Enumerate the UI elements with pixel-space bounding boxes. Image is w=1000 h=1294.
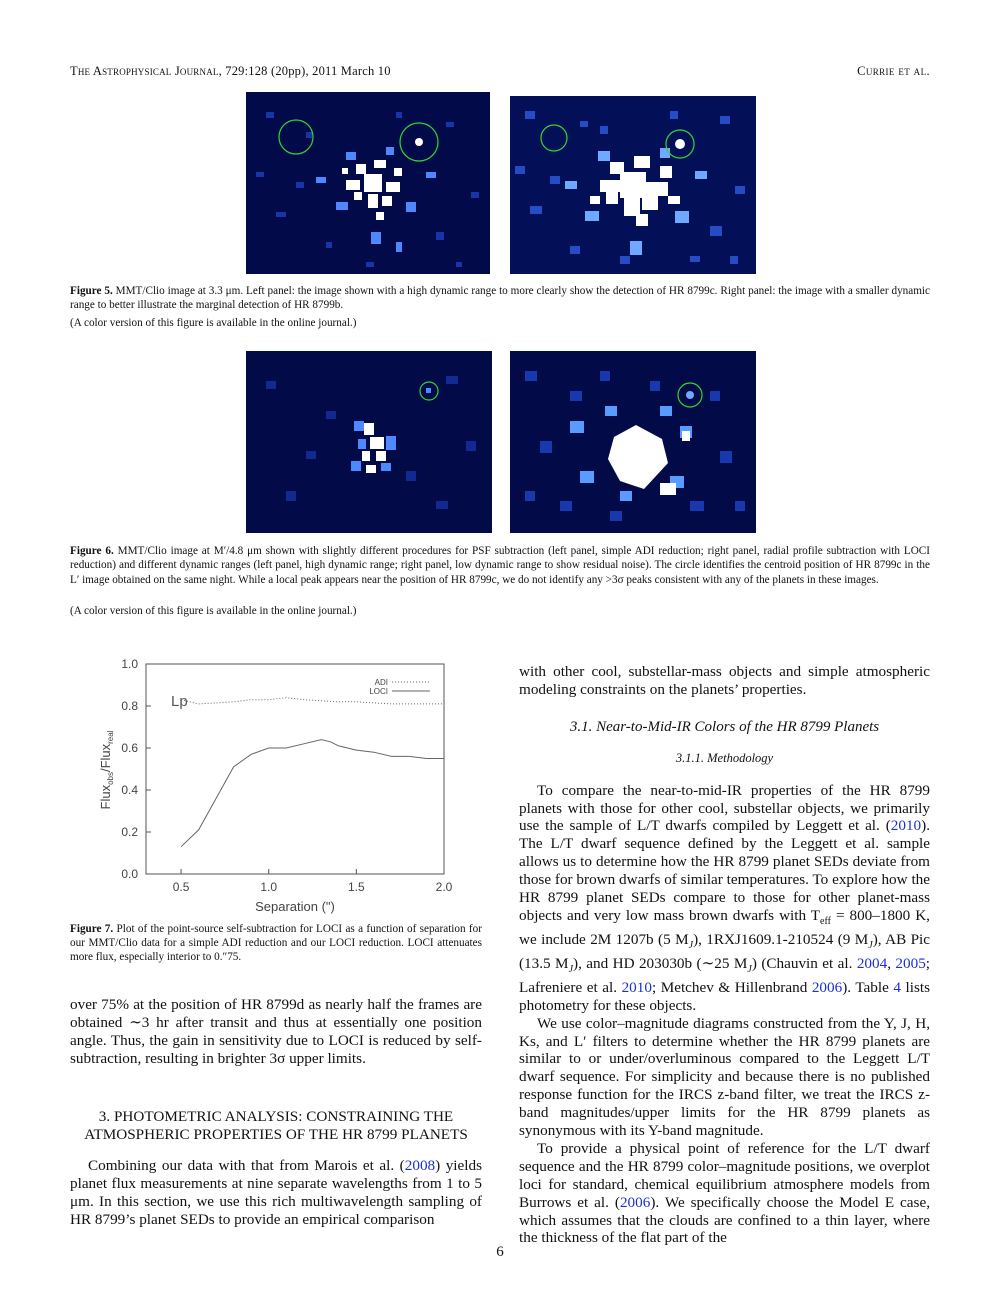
citation-link[interactable]: 2004 xyxy=(856,954,888,972)
figure7-chart xyxy=(70,655,490,915)
x-axis-ticks xyxy=(173,869,453,894)
citation-link[interactable]: 2006 xyxy=(811,978,843,996)
lp-annotation: Lp xyxy=(171,693,188,710)
legend-label-loci: LOCI xyxy=(369,687,388,696)
y-axis-label xyxy=(98,730,115,809)
figure6-left-panel xyxy=(246,351,492,533)
running-header-journal: The Astrophysical Journal, 729:128 (20pp), 2011 March 10 xyxy=(70,64,391,78)
y-tick-label: 0.2 xyxy=(121,825,138,839)
citation-link[interactable]: 2005 xyxy=(895,954,926,972)
x-tick-label: 1.0 xyxy=(260,880,278,894)
x-axis-label: Separation (") xyxy=(255,899,335,914)
subsection-3-1-heading: 3.1. Near-to-Mid-IR Colors of the HR 8799 Planets xyxy=(569,718,880,735)
figure5-right-image xyxy=(510,96,756,274)
subsubsection-3-1-1-heading: 3.1.1. Methodology xyxy=(675,750,774,765)
table-link[interactable]: 4 xyxy=(893,978,901,996)
figure6-right-image xyxy=(510,351,756,533)
y-axis-ticks xyxy=(121,657,151,881)
x-tick-label: 0.5 xyxy=(172,880,190,894)
left-paragraph-continued: over 75% at the position of HR 8799d as nearly half the frames are obtained ∼3 hr after transit and thus at essentially one position angle. Thus, the gain in sensitivity due to LOCI is reduced by self-subtraction, resulting in brighter 3σ upper limits. xyxy=(70,996,482,1067)
series-line-adi xyxy=(181,698,444,704)
figure6-caption: Figure 6. MMT/Clio image at M′/4.8 μm shown with slightly different procedures for PSF subtraction (left panel, simple ADI reduction; right panel, radial profile subtraction with LOCI reduction) and different dynamic ranges (left panel, high dynamic range; right panel, low dynamic range to show residual noise). The circle identifies the centroid position of HR 8799c in the L′ image obtained on the same night. While a local peak appears near the position of HR 8799c, we do not identify any >3σ peaks consistent with any of the planets in these images. xyxy=(70,545,930,586)
figure7-plot xyxy=(70,655,490,915)
x-tick-label: 1.5 xyxy=(348,880,365,894)
y-tick-label: 0.4 xyxy=(121,783,138,797)
right-paragraph-continued: with other cool, substellar-mass objects and simple atmospheric modeling constraints on the planets’ properties. xyxy=(519,663,930,698)
y-tick-label: 0.6 xyxy=(121,741,138,755)
page-number: 6 xyxy=(496,1244,504,1260)
legend xyxy=(369,678,430,696)
figure6-right-panel xyxy=(510,351,756,533)
series-line-loci xyxy=(181,740,444,847)
figure6-online-note: (A color version of this figure is available in the online journal.) xyxy=(70,605,357,617)
figure5-caption: Figure 5. MMT/Clio image at 3.3 μm. Left panel: the image shown with a high dynamic range to more clearly show the detection of HR 8799c. Right panel: the image with a smaller dynamic range to better illustrate the marginal detection of HR 8799b. xyxy=(70,285,930,312)
figure7-caption: Figure 7. Plot of the point-source self-subtraction for LOCI as a function of separation for our MMT/Clio data for a simple ADI reduction and our LOCI reduction. LOCI attenuates more flux, especially interior to 0.″75. xyxy=(70,923,482,963)
x-tick-label: 2.0 xyxy=(435,880,453,894)
y-tick-label: 0.0 xyxy=(121,867,138,881)
section-3-heading: 3. PHOTOMETRIC ANALYSIS: CONSTRAINING THE ATMOSPHERIC PROPERTIES OF THE HR 8799 PLANETS xyxy=(84,1108,468,1143)
series-group xyxy=(181,698,444,847)
citation-link[interactable]: 2008 xyxy=(404,1157,436,1174)
section-3-intro: Combining our data with that from Marois et al. (2008) yields planet flux measurements at nine separate wavelengths from 1 to 5 μm. In this section, we use this rich multiwavelength sampling of HR 8799’s planet SEDs to provide an empirical comparison xyxy=(70,1157,482,1228)
plot-frame xyxy=(146,664,444,874)
methodology-paragraph-1: To compare the near-to-mid-IR properties of the HR 8799 planets with those for other cool, substellar objects, we primarily use the sample of L/T dwarfs compiled by Leggett et al. (2010). The L/T dwarf sequence defined by the Leggett et al. sample allows us to determine how the HR 8799 planet SEDs deviate from those for brown dwarfs of similar temperatures. To explore how the HR 8799 planet SEDs compare to those for other planet-mass objects and very low mass brown dwarfs with $T_{eff} = 800-1800$ K, we include 2M 1207b (5 $M_J$), 1RXJ1609.1-210524 (9 $M_J$), AB Pic (13.5 $M_J$), and HD 203030b (∼25 $M_J$) (Chauvin et al. 2004, 2005; Lafreniere et al. 2010; Metchev & Hillenbrand 2006). Table 4 lists photometry for these objects. xyxy=(519,781,931,1014)
figure5-left-image xyxy=(246,92,490,274)
right-column xyxy=(519,663,930,1247)
methodology-paragraph-3: To provide a physical point of reference for the L/T dwarf sequence and the HR 8799 color–magnitude positions, we overplot loci for standard, chemical equilibrium atmosphere models from Burrows et al. (2006). We specifically choose the Model E case, which assumes that the clouds are confined to a thin layer, where the thickness of the flat part of the xyxy=(519,1139,930,1247)
figure5-online-note: (A color version of this figure is available in the online journal.) xyxy=(70,317,357,329)
figure5-right-panel xyxy=(510,96,756,274)
svg-text:Fluxobs/Fluxreal: Flux$_{obs}$/Flux$_{real}$ xyxy=(98,730,115,810)
citation-link[interactable]: 2010 xyxy=(621,978,652,996)
y-tick-label: 0.8 xyxy=(121,699,138,713)
figure6-left-image xyxy=(246,351,492,533)
figure5-left-panel xyxy=(246,92,490,274)
methodology-paragraph-2: We use color–magnitude diagrams constructed from the Y, J, H, Ks, and L′ filters to determine whether the HR 8799 planets are similar to or under/overluminous compared to the Leggett L/T dwarf sequence. For simplicity and because there is no published response function for the IRCS z-band filter, we treat the IRCS z-band magnitudes/upper limits for the HR 8799 planets as synonymous with its Y-band magnitude. xyxy=(519,1014,930,1140)
citation-link[interactable]: 2010 xyxy=(890,817,922,835)
legend-label-adi: ADI xyxy=(374,678,388,687)
running-header-authors: Currie et al. xyxy=(857,64,930,78)
y-tick-label: 1.0 xyxy=(121,657,138,671)
citation-link[interactable]: 2006 xyxy=(619,1193,651,1211)
